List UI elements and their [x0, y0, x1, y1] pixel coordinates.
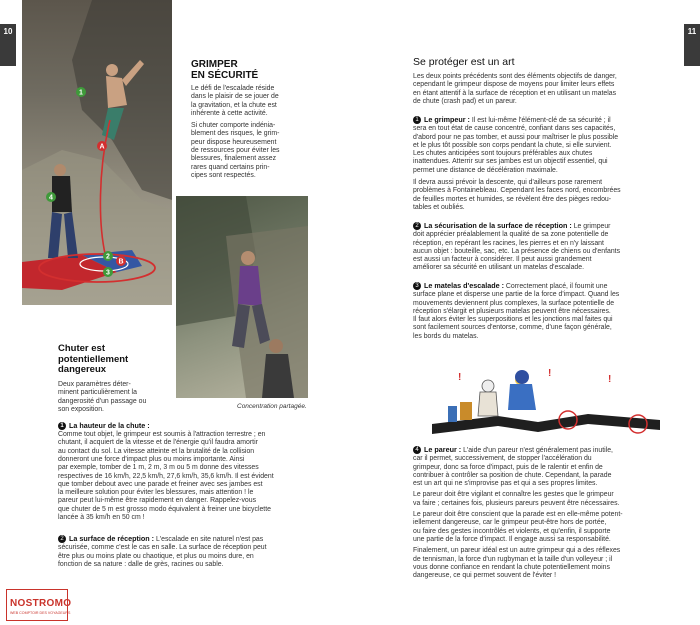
grimpeur-line: Les chutes anticipées sont toujours préférables aux chutes: [413, 150, 593, 158]
hauteur-line: lancée à 35 km/h en 50 cm !: [58, 514, 145, 522]
pareur-line: grimpeur, donc sa force d'impact, puis de le ralentir et enfin de: [413, 463, 603, 471]
grimpeur-line: d'abord pour ne pas tomber, et aussi pour maîtriser le plus possible: [413, 133, 619, 141]
grimpeur-first-line: [413, 116, 681, 125]
hauteur-line: que chuter de 5 m est grosso modo équivalent à freiner une bicyclette: [58, 505, 271, 513]
securisation-line: est aussi un facteur à considérer. Il peut aussi grandement: [413, 256, 592, 264]
pareur-section: [413, 446, 681, 580]
section-title-line1: GRIMPER: [191, 59, 238, 70]
pareur-line: car il permet, successivement, de stopper l'accélération du: [413, 455, 592, 463]
grimpeur-line: problèmes à Fontainebleau. Cependant les faces nord, encombrées: [413, 187, 621, 195]
matelas-number: 3: [413, 282, 421, 290]
hauteur-title: La hauteur de la chute :: [69, 421, 150, 430]
pareur-line: Finalement, un pareur idéal est un autre grimpeur qui a des réflexes: [413, 547, 621, 555]
grimpeur-line: sera en tout état de cause concentré, confiant dans ses capacités,: [413, 125, 616, 133]
pareur-line: une partie de la force d'impact. Il engage aussi sa responsabilité.: [413, 535, 611, 543]
matelas-line: sont facilement sources d'entorse, comme, d'une façon générale,: [413, 324, 612, 332]
grimpeur-line: Il devra aussi prévoir la descente, qui d'ailleurs pose rarement: [413, 179, 602, 187]
page-number-right-text: 11: [687, 27, 697, 36]
matelas-section: [413, 282, 681, 341]
hauteur-section: [58, 421, 306, 522]
securisation-title: La sécurisation de la surface de réception :: [424, 221, 572, 230]
intro-line: de ressources pour éviter les: [191, 147, 280, 155]
intro-line: Le défi de l'escalade réside: [191, 85, 275, 92]
chuter-title-line: Chuter est: [58, 343, 105, 354]
dog-head-icon: [482, 380, 494, 392]
logo-tagline: WEB COMPTOIR DES VOYAGEURS: [10, 611, 71, 615]
pareur-line: dangereuse, ce qui permet souvent de l'éviter !: [413, 572, 557, 580]
securisation-first-line: [413, 222, 681, 231]
securisation-line: améliorer sa sécurité en utilisant un matelas d'escalade.: [413, 264, 584, 272]
hauteur-line: respectives de 16 km/h, 22,5 km/h, 27,6 km/h, 35,6 km/h. Il est évident: [58, 472, 274, 480]
securisation-section: [413, 222, 681, 273]
grimpeur-line: et le plus tôt possible son corps pendant la chute, si elle survient.: [413, 141, 612, 149]
pareur-line: Le pareur doit être conscient que la parade est en elle-même potent-: [413, 511, 623, 519]
right-intro: [413, 73, 678, 106]
pareur-line: vous donne confiance en rendant la chute potentiellement moins: [413, 563, 610, 571]
section-title: [191, 59, 258, 81]
page-number-left: [0, 24, 16, 66]
grimpeur-line: de feuilles mortes et humides, se révèlent être des pièges redou-: [413, 195, 612, 203]
matelas-line: Il faut alors éviter les superpositions et les jonctions mal faites qui: [413, 316, 613, 324]
securisation-number: 2: [413, 222, 421, 230]
surface-line: être plus ou moins plate ou chaotique, et plus ou moins dure, en: [58, 552, 254, 560]
grimpeur-section: [413, 116, 681, 212]
spotter-head: [54, 164, 66, 176]
pareur-line: L'aide d'un pareur n'est généralement pas inutile,: [461, 447, 613, 454]
matelas-line: Correctement placé, il fournit une: [504, 283, 608, 290]
marker-2: 2: [106, 253, 110, 261]
intro-line: rares quand certains prin-: [191, 163, 270, 171]
surface-body: [58, 535, 306, 569]
right-intro-line: Les deux points précédents sont des éléments objectifs de danger,: [413, 73, 617, 80]
intro-line: inhérente à cette activité.: [191, 109, 268, 117]
hauteur-line: chutant, il acquiert de la vitesse et de l'énergie qu'il faudra amortir: [58, 439, 258, 447]
exclamation-icon: !: [548, 368, 552, 379]
matelas-line: les bords du matelas.: [413, 332, 479, 340]
photo-caption: Concentration partagée.: [237, 403, 307, 410]
pareur-line: contribuer à contrôler sa position de chute. Cependant, la parade: [413, 471, 612, 479]
chuter-intro-line: Deux paramètres déter-: [58, 381, 131, 388]
grimpeur-line: tables et oubliés.: [413, 203, 465, 211]
securisation-line: aucun objet : bouteille, sac, etc. La présence de chiens ou d'enfants: [413, 247, 621, 255]
section-title-line2: EN SÉCURITÉ: [191, 70, 259, 81]
exclamation-icon: !: [458, 372, 462, 383]
right-intro-line: cependant le grimpeur dispose de moyens pour limiter leurs effets: [413, 81, 615, 89]
securisation-line: doit apprécier préalablement la qualité de sa zone potentielle de: [413, 231, 609, 239]
grimpeur-number: 1: [413, 116, 421, 124]
grimpeur-line: inattendues. Atterrir sur ses jambes est un objectif essentiel, qui: [413, 158, 608, 166]
grimpeur-line: Il est lui-même l'élément-clé de sa sécurité ; il: [469, 117, 611, 124]
crash-pad-illustration: [428, 366, 664, 438]
chuter-intro-line: minent particulièrement la: [58, 389, 137, 397]
pareur-line: ou faire des gestes incontrôlés et violents, et qu'enfin, il supporte: [413, 527, 611, 535]
hauteur-line: au contact du sol. La vitesse atteinte et la brutalité de la collision: [58, 447, 255, 455]
intro-line: blement des risques, le grim-: [191, 130, 280, 138]
chuter-title-line: potentiellement: [58, 353, 129, 365]
intro-line: Si chuter comporte indénia-: [191, 122, 276, 130]
surface-number: 2: [58, 535, 66, 543]
pareur-line: va faire ; certaines fois, plusieurs pareurs peuvent être nécessaires.: [413, 499, 620, 507]
hauteur-line: que tomber debout avec une parade et freiner avec ses jambes est: [58, 480, 263, 488]
chuter-intro-line: dangerosité d'un passage ou: [58, 397, 147, 405]
intro-line: peur dispose heureusement: [191, 138, 277, 146]
pareur-line: iellement dangereuse, car le grimpeur peut-être hors de portée,: [413, 519, 607, 527]
hauteur-heading: [58, 421, 306, 430]
hauteur-line: donneront une force d'impact plus ou moins importante. Ainsi: [58, 455, 245, 463]
right-title: Se protéger est un art: [413, 56, 515, 68]
surface-section: [58, 535, 306, 569]
matelas-line: mouvements deviennent plus complexes, la surface potentielle de: [413, 299, 615, 307]
left-intro: [191, 85, 326, 180]
right-intro-line: en étant attentif à la surface de réception et en utilisant un matelas: [413, 89, 617, 97]
spotter2-head: [269, 339, 283, 353]
matelas-line: réception s'élargit et plusieurs matelas peuvent être nécessaires.: [413, 307, 611, 315]
intro-line: dans le plaisir de se jouer de: [191, 93, 279, 101]
hauteur-line: Comme tout objet, le grimpeur est soumis à l'attraction terrestre ; en: [58, 431, 266, 439]
exclamation-icon: !: [608, 374, 612, 385]
intro-line: blessures, finalement assez: [191, 155, 277, 163]
bottle-icon: [448, 406, 457, 422]
hauteur-line: pareur peut lui-même être rapidement en danger. Rappelez-vous: [58, 497, 257, 505]
marker-1: 1: [79, 89, 83, 97]
bag-icon: [460, 402, 472, 420]
pareur-line: de tennisman, la force d'un rugbyman et la taille d'un volleyeur ; il: [413, 555, 613, 563]
chuter-title: [58, 344, 128, 376]
climber2-torso: [238, 266, 262, 306]
right-intro-line: de chute (crash pad) et un pareur.: [413, 97, 517, 105]
marker-3: 3: [106, 269, 110, 277]
grimpeur-line: permet une distance de décélération maximale.: [413, 166, 558, 174]
surface-line: fonction de sa nature : dalle de grès, racines ou sable.: [58, 560, 224, 568]
pareur-line: est un art qui ne s'improvise pas et qui a ses propres limites.: [413, 480, 598, 488]
chuter-intro-line: son exposition.: [58, 405, 104, 413]
surface-first-line: [58, 535, 306, 544]
hauteur-body: [58, 431, 306, 522]
marker-b: B: [118, 258, 124, 266]
page-number-right: [684, 24, 700, 66]
matelas-title: Le matelas d'escalade :: [424, 281, 505, 290]
hauteur-number: 1: [58, 422, 66, 430]
securisation-line: réception, en repérant les racines, les pierres et en n'y laissant: [413, 239, 604, 247]
surface-line: L'escalade en site naturel n'est pas: [154, 536, 264, 543]
hauteur-line: la meilleure solution pour éviter les blessures, mais attention ! le: [58, 489, 254, 497]
climber-head: [106, 64, 118, 76]
pareur-line: Le pareur doit être vigilant et connaître les gestes que le grimpeur: [413, 491, 614, 499]
securisation-line: Le grimpeur: [571, 223, 611, 230]
pareur-first-line: [413, 446, 681, 455]
climbing-diagram-photo: [22, 0, 172, 305]
hauteur-line: par exemple, tomber de 1 m, 2 m, 3 m ou 5 m donne des vitesses: [58, 464, 259, 472]
pareur-title: Le pareur :: [424, 445, 462, 454]
chuter-intro: [58, 381, 176, 414]
climber2-head: [241, 251, 255, 265]
crash-pad-illustration-svg: [428, 366, 664, 438]
surface-line: sécurisée, comme c'est le cas en salle. La surface de réception peut: [58, 544, 267, 552]
climber-cap-icon: [515, 370, 529, 384]
dog-body-icon: [478, 392, 498, 416]
intro-line: la gravitation, et la chute est: [191, 101, 277, 109]
spotting-photo-svg: [176, 196, 308, 398]
matelas-line: surface plane et disperse une partie de la force d'impact. Quand les: [413, 291, 620, 299]
marker-4: 4: [49, 194, 53, 202]
page-number-left-text: 10: [3, 27, 13, 36]
nostromo-logo: [6, 589, 72, 621]
pareur-number: 4: [413, 446, 421, 454]
surface-title: La surface de réception :: [69, 534, 155, 543]
spotting-photo: [176, 196, 308, 398]
climbing-diagram-svg: [22, 0, 172, 305]
chuter-title-line: dangereux: [58, 364, 107, 375]
grimpeur-title: Le grimpeur :: [424, 115, 470, 124]
matelas-first-line: [413, 282, 681, 291]
marker-a: A: [99, 143, 105, 151]
intro-line: cipes sont respectés.: [191, 171, 256, 179]
climber-body-icon: [508, 384, 536, 410]
logo-name: NOSTROMO: [10, 598, 72, 609]
